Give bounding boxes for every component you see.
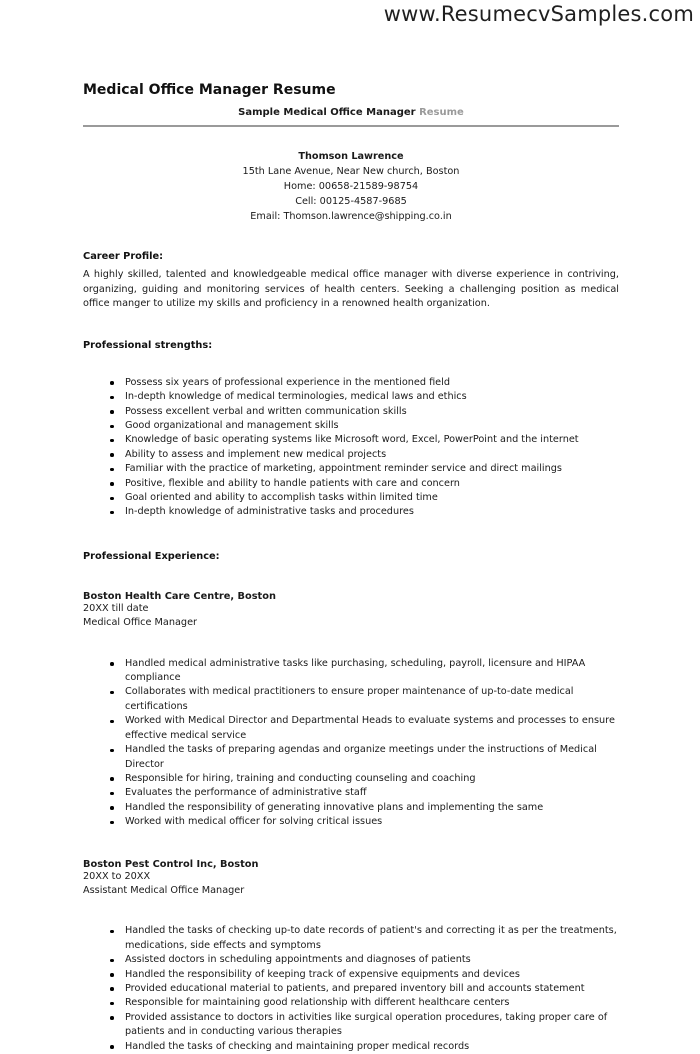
bullet-item: Worked with Medical Director and Departmental Heads to evaluate systems and processes to ensure effective medical service xyxy=(110,714,619,743)
page-title: Medical Office Manager Resume xyxy=(83,82,336,98)
bullet-item: In-depth knowledge of administrative tasks and procedures xyxy=(110,505,619,519)
job-role: Medical Office Manager xyxy=(83,617,198,629)
contact-name: Thomson Lawrence xyxy=(298,151,404,162)
bullet-item: Handled medical administrative tasks like purchasing, scheduling, payroll, licensure and HIPAA compliance xyxy=(110,657,619,686)
subtitle-gray: Resume xyxy=(419,107,464,118)
job-company: Boston Pest Control Inc, Boston xyxy=(83,858,259,870)
bullet-item: Provided assistance to doctors in activities like surgical operation procedures, taking proper care of patients and in conducting various therapies xyxy=(110,1011,619,1040)
strengths-list xyxy=(110,376,619,520)
bullet-item: Handled the tasks of checking and maintaining proper medical records xyxy=(110,1040,619,1054)
bullet-item: Evaluates the performance of administrative staff xyxy=(110,786,619,800)
contact-email: Email: Thomson.lawrence@shipping.co.in xyxy=(250,211,452,222)
job-entry xyxy=(83,591,619,830)
page-subtitle xyxy=(83,107,619,118)
experience-heading: Professional Experience: xyxy=(83,550,220,562)
contact-home-phone: Home: 00658-21589-98754 xyxy=(283,181,419,192)
site-url: www.ResumecvSamples.com xyxy=(383,2,694,26)
contact-cell-phone: Cell: 00125-4587-9685 xyxy=(295,196,407,207)
bullet-item: Handled the responsibility of keeping track of expensive equipments and devices xyxy=(110,968,619,982)
job-entry xyxy=(83,859,619,1054)
bullet-item: Good organizational and management skills xyxy=(110,419,619,433)
bullet-item: Handled the responsibility of generating innovative plans and implementing the same xyxy=(110,801,619,815)
strengths-heading: Professional strengths: xyxy=(83,339,213,351)
bullet-item: Familiar with the practice of marketing, appointment reminder service and direct mailings xyxy=(110,462,619,476)
bullet-item: Collaborates with medical practitioners to ensure proper maintenance of up-to-date medical certifications xyxy=(110,685,619,714)
job-dates: 20XX to 20XX xyxy=(83,870,151,882)
career-profile-text: A highly skilled, talented and knowledgeable medical office manager with diverse experience in contriving, organizing, guiding and monitoring services of health centers. Seeking a challenging position as medical office manger to utilize my skills and proficiency in a renowned health organization. xyxy=(83,269,619,310)
bullet-item: Provided educational material to patients, and prepared inventory bill and accounts statement xyxy=(110,982,619,996)
bullet-item: Handled the tasks of preparing agendas and organize meetings under the instructions of Medical Director xyxy=(110,743,619,772)
contact-block xyxy=(83,149,619,224)
job-role: Assistant Medical Office Manager xyxy=(83,884,245,896)
job-dates: 20XX till date xyxy=(83,602,149,614)
resume-page xyxy=(83,0,619,1054)
bullet-item: Responsible for hiring, training and conducting counseling and coaching xyxy=(110,772,619,786)
job-duties-list xyxy=(110,657,619,830)
bullet-item: Knowledge of basic operating systems like Microsoft word, Excel, PowerPoint and the internet xyxy=(110,433,619,447)
bullet-item: Ability to assess and implement new medical projects xyxy=(110,448,619,462)
header-divider xyxy=(83,125,619,127)
job-duties-list xyxy=(110,924,619,1054)
bullet-item: Possess excellent verbal and written communication skills xyxy=(110,405,619,419)
bullet-item: Responsible for maintaining good relationship with different healthcare centers xyxy=(110,996,619,1010)
bullet-item: Goal oriented and ability to accomplish tasks within limited time xyxy=(110,491,619,505)
contact-address: 15th Lane Avenue, Near New church, Boston xyxy=(242,166,460,177)
bullet-item: Worked with medical officer for solving critical issues xyxy=(110,815,619,829)
job-company: Boston Health Care Centre, Boston xyxy=(83,590,276,602)
bullet-item: Positive, flexible and ability to handle patients with care and concern xyxy=(110,477,619,491)
subtitle-main: Sample Medical Office Manager xyxy=(238,107,416,118)
bullet-item: Assisted doctors in scheduling appointments and diagnoses of patients xyxy=(110,953,619,967)
bullet-item: In-depth knowledge of medical terminologies, medical laws and ethics xyxy=(110,390,619,404)
bullet-item: Handled the tasks of checking up-to date records of patient's and correcting it as per the treatments, medications, side effects and symptoms xyxy=(110,924,619,953)
bullet-item: Possess six years of professional experience in the mentioned field xyxy=(110,376,619,390)
career-profile-heading: Career Profile: xyxy=(83,251,164,262)
